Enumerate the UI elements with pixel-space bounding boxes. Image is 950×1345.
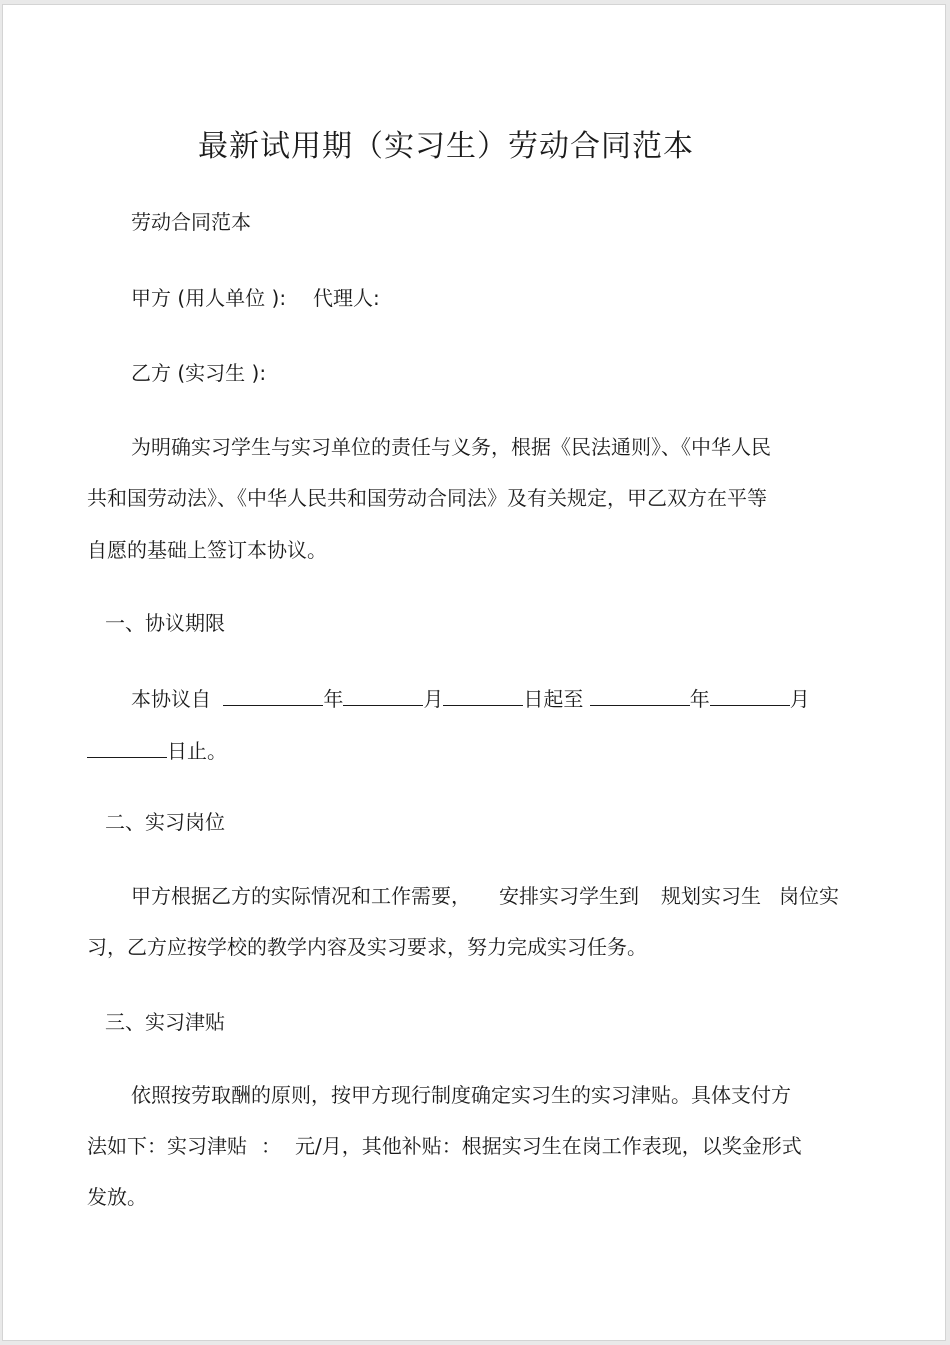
period-start-text: 本协议自 [131, 687, 211, 711]
section-2-text-a: 甲方根据乙方的实际情况和工作需要， [131, 884, 471, 908]
end-month-label: 月 [789, 687, 810, 711]
document-page [2, 4, 946, 1341]
intro-line-2: 共和国劳动法》、《中华人民共和国劳动合同法》及有关规定，甲乙双方在平等 [87, 486, 767, 510]
day-end-label: 日止。 [167, 739, 227, 763]
section-2-text-b: 安排实习学生到 [499, 884, 639, 908]
section-2-line-2: 习，乙方应按学校的教学内容及实习要求，努力完成实习任务。 [87, 935, 647, 959]
agreement-period-line [131, 685, 810, 711]
section-2-heading: 二、实习岗位 [105, 810, 225, 834]
start-month-label: 月 [423, 687, 444, 711]
day-from-label: 日起至 [523, 687, 584, 711]
intro-line-1: 为明确实习学生与实习单位的责任与义务，根据《民法通则》、《中华人民 [131, 435, 771, 459]
end-day-blank[interactable] [87, 737, 167, 758]
end-year-label: 年 [689, 687, 710, 711]
start-year-blank[interactable] [223, 685, 323, 706]
section-2-line-1 [131, 884, 839, 908]
section-1-heading: 一、协议期限 [105, 611, 225, 635]
section-3-text-c: 元/月，其他补贴：根据实习生在岗工作表现，以奖金形式 [295, 1134, 802, 1158]
section-3-line-3: 发放。 [87, 1185, 147, 1209]
start-year-label: 年 [323, 687, 344, 711]
agreement-period-end-line [87, 737, 227, 763]
party-a-label: 甲方 (用人单位 ): [131, 286, 287, 310]
start-day-blank[interactable] [443, 685, 523, 706]
end-year-blank[interactable] [590, 685, 690, 706]
party-b-label: 乙方 (实习生 ): [131, 361, 267, 385]
section-3-text-b: ： [261, 1134, 281, 1158]
section-3-line-2 [87, 1134, 802, 1158]
agent-label: 代理人: [313, 286, 380, 310]
section-3-heading: 三、实习津贴 [105, 1010, 225, 1034]
section-3-line-1: 依照按劳取酬的原则，按甲方现行制度确定实习生的实习津贴。具体支付方 [131, 1083, 791, 1107]
section-2-text-d: 岗位实 [779, 884, 839, 908]
start-month-blank[interactable] [343, 685, 423, 706]
section-3-text-a: 法如下：实习津贴 [87, 1134, 247, 1158]
document-title: 最新试用期（实习生）劳动合同范本 [198, 129, 694, 164]
section-2-text-c: 规划实习生 [661, 884, 761, 908]
intro-line-3: 自愿的基础上签订本协议。 [87, 538, 327, 562]
subtitle: 劳动合同范本 [131, 210, 251, 234]
end-month-blank[interactable] [710, 685, 790, 706]
